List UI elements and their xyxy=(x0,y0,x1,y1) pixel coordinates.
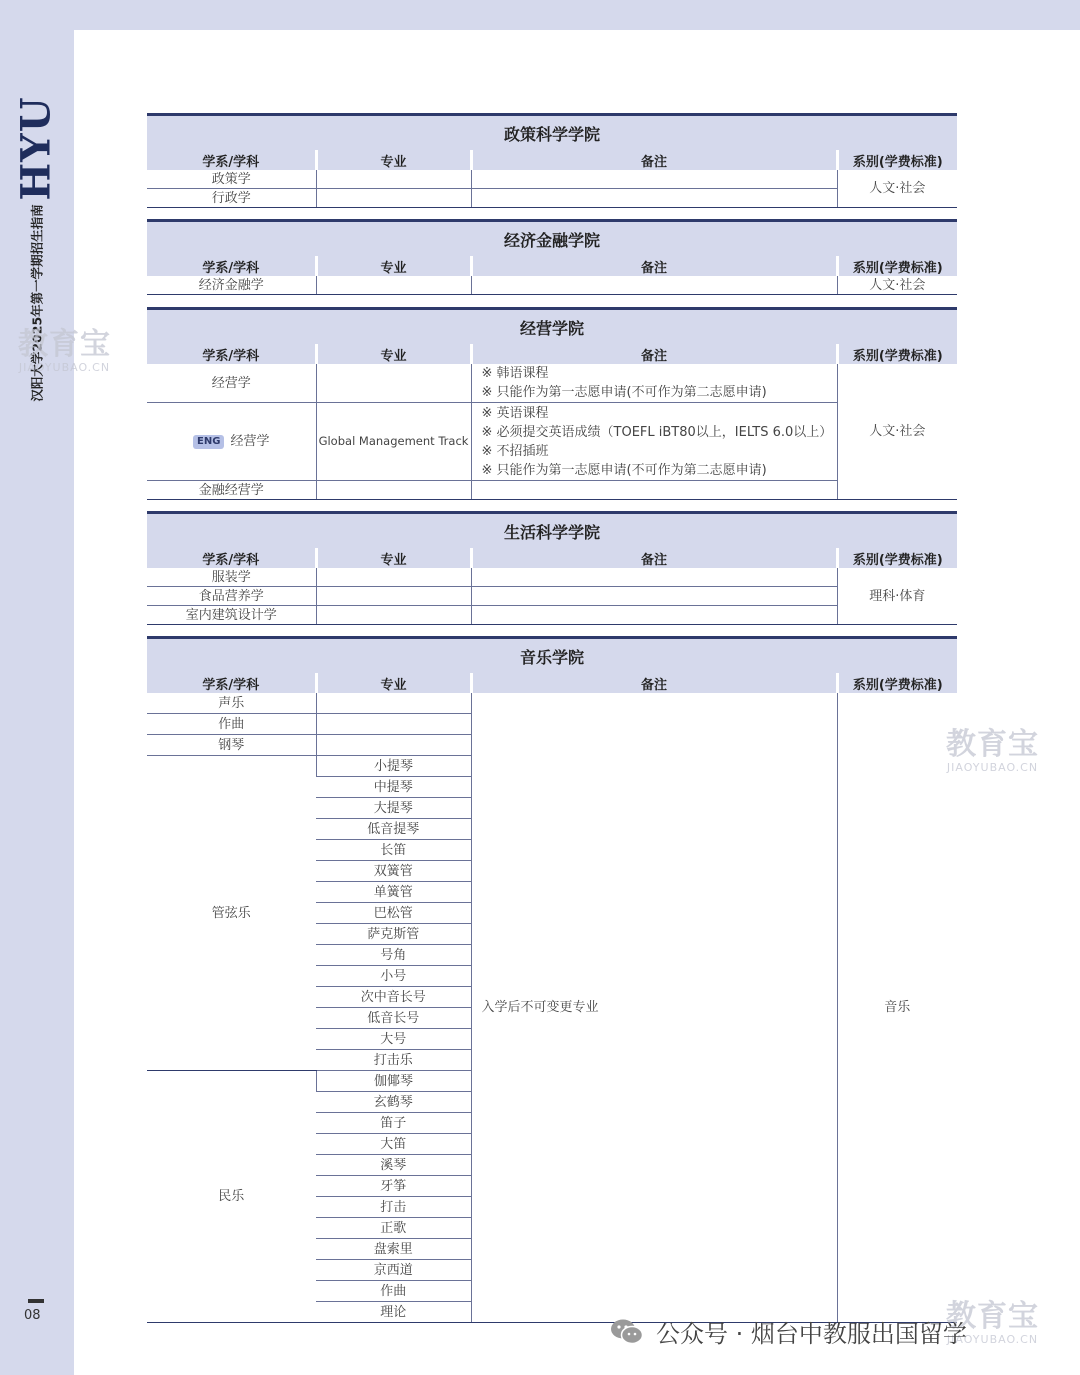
major-cell xyxy=(316,714,471,735)
major-cell: 双簧管 xyxy=(316,861,471,882)
dept-label: 经营学 xyxy=(230,434,270,449)
table-row xyxy=(147,189,957,208)
dept-cell: 经济金融学 xyxy=(147,276,316,295)
dept-cell: 行政学 xyxy=(147,189,316,208)
major-cell xyxy=(316,276,471,295)
major-cell: 溪琴 xyxy=(316,1155,471,1176)
page-number: 08 xyxy=(24,1308,41,1323)
section-title: 音乐学院 xyxy=(147,638,957,674)
note-line: ※ 不招插班 xyxy=(481,443,549,459)
section-title: 经济金融学院 xyxy=(147,221,957,257)
note-cell xyxy=(471,568,837,587)
major-cell: 牙筝 xyxy=(316,1176,471,1197)
section-business xyxy=(147,307,957,500)
watermark: 教育宝 JIAOYUBAO.CN xyxy=(946,727,1039,774)
major-cell xyxy=(316,481,471,500)
major-cell: 大提琴 xyxy=(316,798,471,819)
note-cell xyxy=(471,481,837,500)
section-life-science xyxy=(147,511,957,625)
watermark: 教育宝 JIAOYUBAO.CN xyxy=(18,327,111,374)
major-cell xyxy=(316,693,471,714)
major-cell: 巴松管 xyxy=(316,903,471,924)
category-cell: 人文·社会 xyxy=(837,276,957,295)
note-line: ※ 韩语课程 xyxy=(481,366,549,381)
table-row xyxy=(147,606,957,625)
major-cell xyxy=(316,735,471,756)
note-line: ※ 必须提交英语成绩（TOEFL iBT80以上，IELTS 6.0以上） xyxy=(481,424,833,440)
dept-cell: 声乐 xyxy=(147,693,316,714)
dept-cell: 室内建筑设计学 xyxy=(147,606,316,625)
sidebar xyxy=(0,0,74,1375)
header-major: 专业 xyxy=(316,673,471,693)
dept-cell: 作曲 xyxy=(147,714,316,735)
dept-cell: 金融经营学 xyxy=(147,481,316,500)
major-cell: 笛子 xyxy=(316,1113,471,1134)
major-cell: 盘索里 xyxy=(316,1239,471,1260)
table-row xyxy=(147,568,957,587)
note-cell xyxy=(471,276,837,295)
section-title: 经营学院 xyxy=(147,309,957,345)
major-cell: 作曲 xyxy=(316,1281,471,1302)
watermark: 教育宝 JIAOYUBAO.CN xyxy=(946,1299,1039,1346)
table-row xyxy=(147,276,957,295)
dept-cell: 钢琴 xyxy=(147,735,316,756)
header-major: 专业 xyxy=(316,344,471,364)
dept-cell: 服装学 xyxy=(147,568,316,587)
note-cell xyxy=(471,189,837,208)
header-major: 专业 xyxy=(316,256,471,276)
header-note: 备注 xyxy=(471,344,837,364)
section-policy-science xyxy=(147,113,957,208)
dept-cell: 管弦乐 xyxy=(147,756,316,1071)
header-major: 专业 xyxy=(316,150,471,170)
note-line: ※ 英语课程 xyxy=(481,405,549,421)
major-cell: 打击乐 xyxy=(316,1050,471,1071)
major-cell xyxy=(316,606,471,625)
major-cell xyxy=(316,364,471,403)
section-title: 生活科学学院 xyxy=(147,513,957,549)
header-dept: 学系/学科 xyxy=(147,344,316,364)
footer-text: 公众号 · 烟台中教服出国留学 xyxy=(656,1320,967,1348)
dept-cell: 民乐 xyxy=(147,1071,316,1323)
header-dept: 学系/学科 xyxy=(147,673,316,693)
major-cell xyxy=(316,170,471,189)
wechat-icon xyxy=(610,1318,644,1346)
note-cell xyxy=(471,587,837,606)
dept-cell: 食品营养学 xyxy=(147,587,316,606)
note-line: ※ 只能作为第一志愿申请(不可作为第二志愿申请) xyxy=(481,462,767,478)
category-cell: 音乐 xyxy=(837,693,957,1323)
dept-cell: 经营学 xyxy=(147,364,316,403)
note-line: ※ 只能作为第一志愿申请(不可作为第二志愿申请) xyxy=(481,385,767,400)
header-major: 专业 xyxy=(316,548,471,568)
major-cell: 大笛 xyxy=(316,1134,471,1155)
section-title: 政策科学学院 xyxy=(147,115,957,151)
section-music xyxy=(147,636,957,1323)
header-dept: 学系/学科 xyxy=(147,548,316,568)
header-note: 备注 xyxy=(471,673,837,693)
table-row xyxy=(147,481,957,500)
note-cell xyxy=(471,606,837,625)
major-cell: 小提琴 xyxy=(316,756,471,777)
header-dept: 学系/学科 xyxy=(147,150,316,170)
header-category: 系别(学费标准) xyxy=(837,673,957,693)
major-cell: 京西道 xyxy=(316,1260,471,1281)
major-cell: 长笛 xyxy=(316,840,471,861)
header-note: 备注 xyxy=(471,150,837,170)
major-cell: 正歌 xyxy=(316,1218,471,1239)
major-cell: 理论 xyxy=(316,1302,471,1323)
major-cell: 低音长号 xyxy=(316,1008,471,1029)
major-cell: 号角 xyxy=(316,945,471,966)
major-cell: 次中音长号 xyxy=(316,987,471,1008)
section-economics-finance xyxy=(147,219,957,295)
header-note: 备注 xyxy=(471,548,837,568)
hyu-logo: HYU xyxy=(12,95,60,201)
note-cell xyxy=(471,170,837,189)
table-row xyxy=(147,170,957,189)
major-cell xyxy=(316,587,471,606)
major-cell xyxy=(316,568,471,587)
category-cell: 人文·社会 xyxy=(837,364,957,500)
note-cell xyxy=(471,403,837,481)
header-category: 系别(学费标准) xyxy=(837,344,957,364)
category-cell: 理科·体育 xyxy=(837,568,957,625)
major-cell: 打击 xyxy=(316,1197,471,1218)
category-cell: 人文·社会 xyxy=(837,170,957,208)
header-category: 系别(学费标准) xyxy=(837,150,957,170)
major-cell xyxy=(316,189,471,208)
dept-cell xyxy=(147,403,316,481)
eng-badge: ENG xyxy=(193,435,224,449)
header-note: 备注 xyxy=(471,256,837,276)
major-cell: 小号 xyxy=(316,966,471,987)
table-row xyxy=(147,403,957,481)
table-row xyxy=(147,364,957,403)
page-marker xyxy=(28,1299,44,1303)
dept-cell: 政策学 xyxy=(147,170,316,189)
header-dept: 学系/学科 xyxy=(147,256,316,276)
major-cell: 萨克斯管 xyxy=(316,924,471,945)
note-cell: 入学后不可变更专业 xyxy=(471,693,837,1323)
header-category: 系别(学费标准) xyxy=(837,548,957,568)
major-cell: 低音提琴 xyxy=(316,819,471,840)
major-cell: 玄鹤琴 xyxy=(316,1092,471,1113)
major-cell: 伽倻琴 xyxy=(316,1071,471,1092)
major-cell: Global Management Track xyxy=(316,403,471,481)
footer xyxy=(610,1314,967,1349)
major-cell: 中提琴 xyxy=(316,777,471,798)
table-row xyxy=(147,587,957,606)
major-cell: 单簧管 xyxy=(316,882,471,903)
guide-title: 汉阳大学2025年第一学期招生指南 xyxy=(30,203,46,402)
header-category: 系别(学费标准) xyxy=(837,256,957,276)
note-cell xyxy=(471,364,837,403)
major-cell: 大号 xyxy=(316,1029,471,1050)
table-row xyxy=(147,693,957,714)
